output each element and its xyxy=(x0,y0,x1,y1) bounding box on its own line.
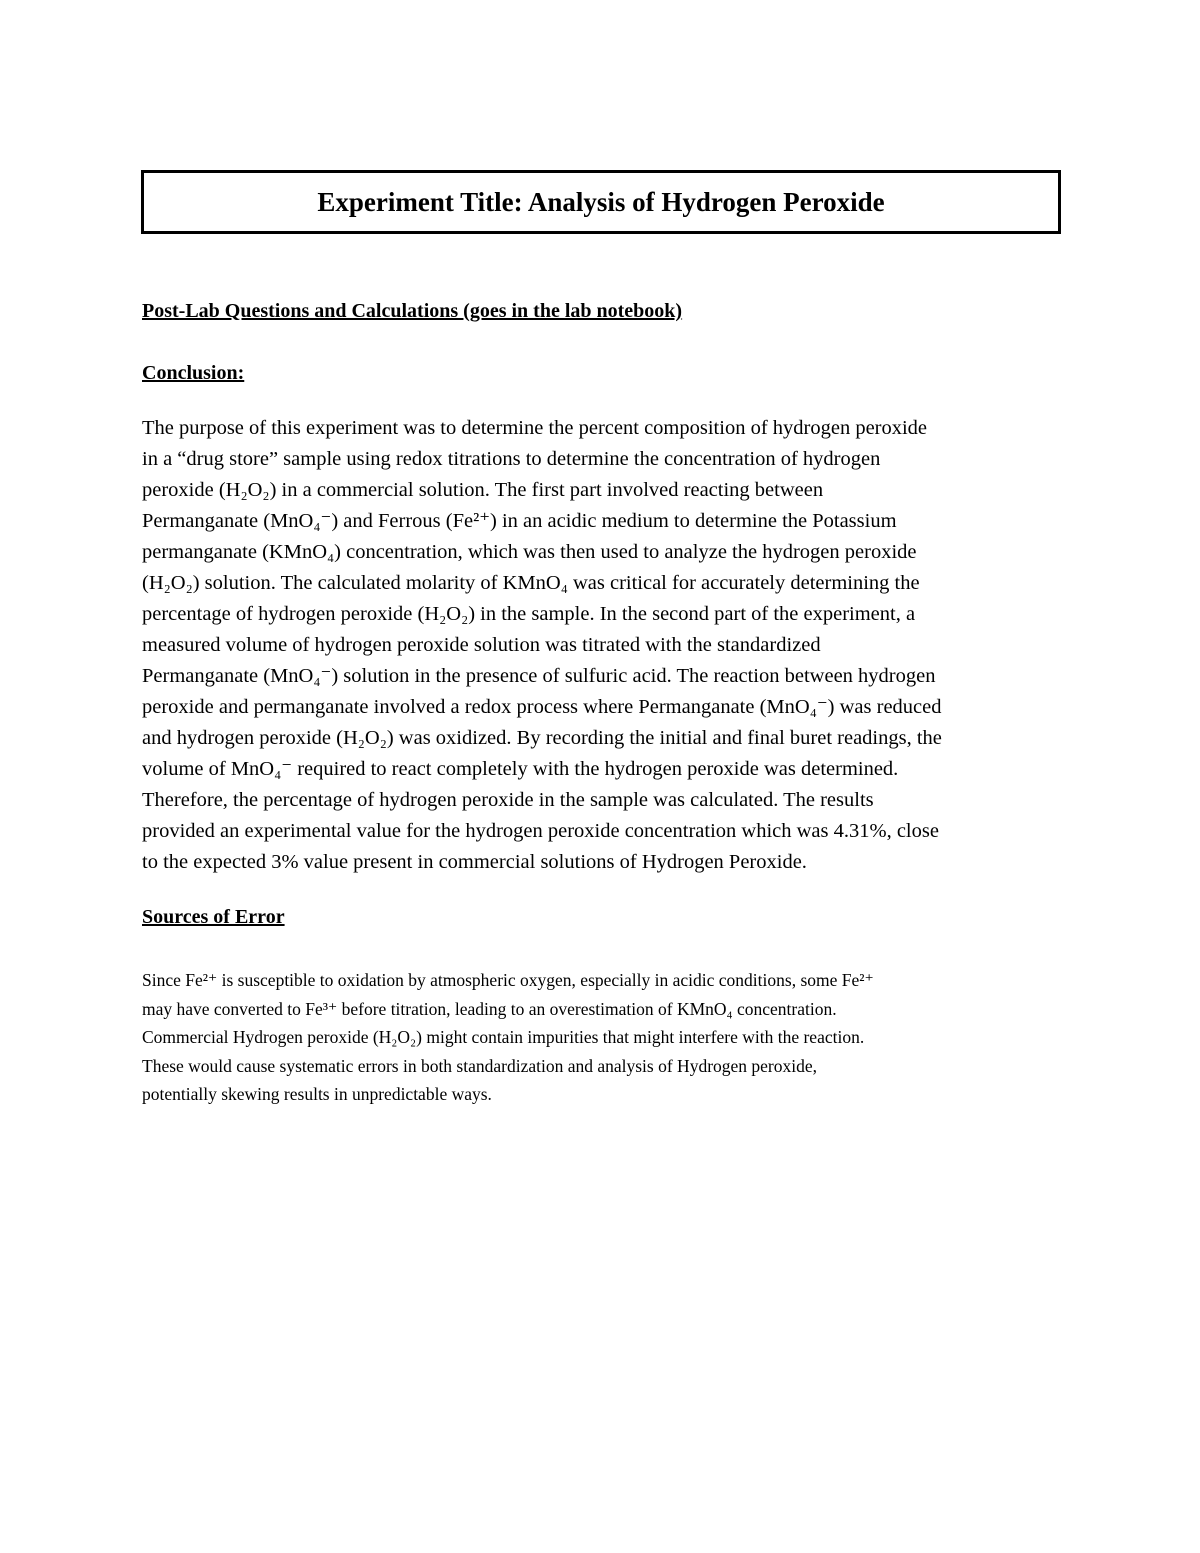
conclusion-line: provided an experimental value for the hydrogen peroxide concentration which was 4.31%, close xyxy=(142,820,939,842)
conclusion-line: peroxide (H₂O₂) in a commercial solution. The first part involved reacting between xyxy=(142,479,824,501)
title-box xyxy=(141,170,1061,234)
conclusion-line: to the expected 3% value present in commercial solutions of Hydrogen Peroxide. xyxy=(142,851,807,873)
conclusion-line: in a “drug store” sample using redox titrations to determine the concentration of hydrogen xyxy=(142,448,881,470)
page-title: Experiment Title: Analysis of Hydrogen Peroxide xyxy=(317,186,885,217)
conclusion-heading: Conclusion: xyxy=(142,362,245,384)
conclusion-line: Permanganate (MnO₄⁻) and Ferrous (Fe²⁺) in an acidic medium to determine the Potassium xyxy=(142,510,897,532)
error-line: Commercial Hydrogen peroxide (H₂O₂) might contain impurities that might interfere with the reaction. xyxy=(142,1027,865,1047)
sources-of-error-paragraph xyxy=(142,966,1072,1109)
error-line: These would cause systematic errors in both standardization and analysis of Hydrogen peroxide, xyxy=(142,1055,818,1076)
conclusion-line: percentage of hydrogen peroxide (H₂O₂) in the sample. In the second part of the experiment, a xyxy=(142,603,916,625)
conclusion-line: and hydrogen peroxide (H₂O₂) was oxidized. By recording the initial and final buret readings, the xyxy=(142,727,942,749)
conclusion-line: The purpose of this experiment was to determine the percent composition of hydrogen peroxide xyxy=(142,417,928,439)
conclusion-line: peroxide and permanganate involved a redox process where Permanganate (MnO₄⁻) was reduced xyxy=(142,696,942,718)
conclusion-line: volume of MnO₄⁻ required to react completely with the hydrogen peroxide was determined. xyxy=(142,758,899,780)
sources-of-error-heading: Sources of Error xyxy=(142,906,285,928)
conclusion-line: Permanganate (MnO₄⁻) solution in the presence of sulfuric acid. The reaction between hydrogen xyxy=(142,665,936,687)
conclusion-line: measured volume of hydrogen peroxide solution was titrated with the standardized xyxy=(142,634,821,656)
error-line: may have converted to Fe³⁺ before titration, leading to an overestimation of KMnO₄ concentration. xyxy=(142,998,837,1019)
conclusion-line: Therefore, the percentage of hydrogen peroxide in the sample was calculated. The results xyxy=(142,789,874,811)
error-line: potentially skewing results in unpredictable ways. xyxy=(142,1084,492,1104)
error-line: Since Fe²⁺ is susceptible to oxidation by atmospheric oxygen, especially in acidic conditions, some Fe²⁺ xyxy=(142,970,874,990)
conclusion-line: permanganate (KMnO₄) concentration, which was then used to analyze the hydrogen peroxide xyxy=(142,541,917,563)
section-heading: Post-Lab Questions and Calculations (goes in the lab notebook) xyxy=(142,300,683,322)
conclusion-line: (H₂O₂) solution. The calculated molarity of KMnO₄ was critical for accurately determining the xyxy=(142,572,920,594)
conclusion-paragraph xyxy=(142,413,1072,878)
